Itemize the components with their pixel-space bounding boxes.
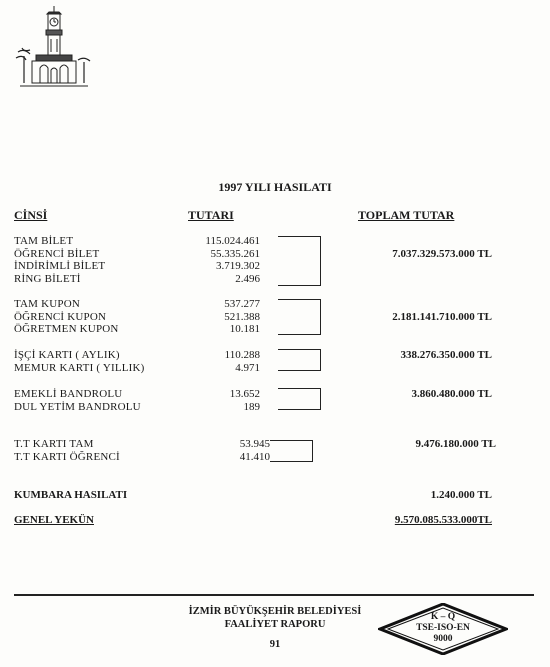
item-name: TAM KUPON	[14, 298, 81, 310]
quality-badge	[378, 603, 508, 655]
footer-rule	[14, 594, 534, 596]
badge-line1: K – Q	[430, 612, 456, 622]
clock-tower-icon	[14, 4, 94, 90]
item-name: ÖĞRENCİ BİLET	[14, 247, 100, 260]
item-name: TAM BİLET	[14, 235, 74, 247]
item-value: 41.410	[239, 450, 270, 463]
badge-line3: 9000	[433, 634, 453, 644]
item-name: İŞÇİ KARTI ( AYLIK)	[14, 349, 120, 361]
item-name: İNDİRİMLİ BİLET	[14, 260, 106, 272]
group-total: 9.476.180.000 TL	[415, 438, 496, 450]
item-value: 537.277	[224, 298, 260, 310]
item-value: 53.945	[239, 438, 270, 450]
header-toplam-tutar: TOPLAM TUTAR	[358, 208, 455, 222]
item-name: T.T KARTI TAM	[14, 438, 94, 450]
item-value: 55.335.261	[210, 247, 260, 260]
kumbara-value: 1.240.000 TL	[430, 489, 492, 501]
item-value: 13.652	[229, 388, 260, 400]
item-value: 2.496	[235, 272, 260, 285]
item-value: 189	[243, 400, 260, 413]
item-value: 10.181	[229, 323, 260, 335]
item-name: EMEKLİ BANDROLU	[14, 388, 123, 400]
item-name: T.T KARTI ÖĞRENCİ	[14, 450, 120, 463]
item-value: 115.024.461	[205, 235, 260, 247]
item-name: DUL YETİM BANDROLU	[14, 400, 141, 413]
item-value: 3.719.302	[216, 260, 260, 272]
group-total: 338.276.350.000 TL	[400, 349, 492, 361]
report-title: 1997 YILI HASILATI	[218, 180, 332, 194]
group-total: 7.037.329.573.000 TL	[392, 248, 492, 260]
page-number: 91	[269, 639, 281, 650]
badge-line2: TSE-ISO-EN	[416, 623, 470, 633]
item-name: ÖĞRENCİ KUPON	[14, 310, 107, 323]
item-value: 521.388	[224, 310, 260, 323]
genel-yekun-value: 9.570.085.533.000TL	[394, 514, 492, 526]
item-name: ÖĞRETMEN KUPON	[14, 323, 119, 335]
genel-yekun-label: GENEL YEKÜN	[14, 514, 94, 526]
footer-report: FAALİYET RAPORU	[224, 619, 326, 630]
group-bracket	[278, 236, 321, 286]
item-value: 110.288	[224, 349, 260, 361]
kumbara-label: KUMBARA HASILATI	[14, 489, 128, 501]
footer-org: İZMİR BÜYÜKŞEHİR BELEDİYESİ	[188, 606, 362, 617]
item-value: 4.971	[235, 361, 260, 374]
header-cinsi: CİNSİ	[14, 208, 48, 222]
header-tutari: TUTARI	[188, 208, 234, 222]
item-name: MEMUR KARTI ( YILLIK)	[14, 361, 145, 374]
group-total: 2.181.141.710.000 TL	[392, 311, 492, 323]
item-name: RİNG BİLETİ	[14, 272, 81, 285]
group-total: 3.860.480.000 TL	[411, 388, 492, 400]
